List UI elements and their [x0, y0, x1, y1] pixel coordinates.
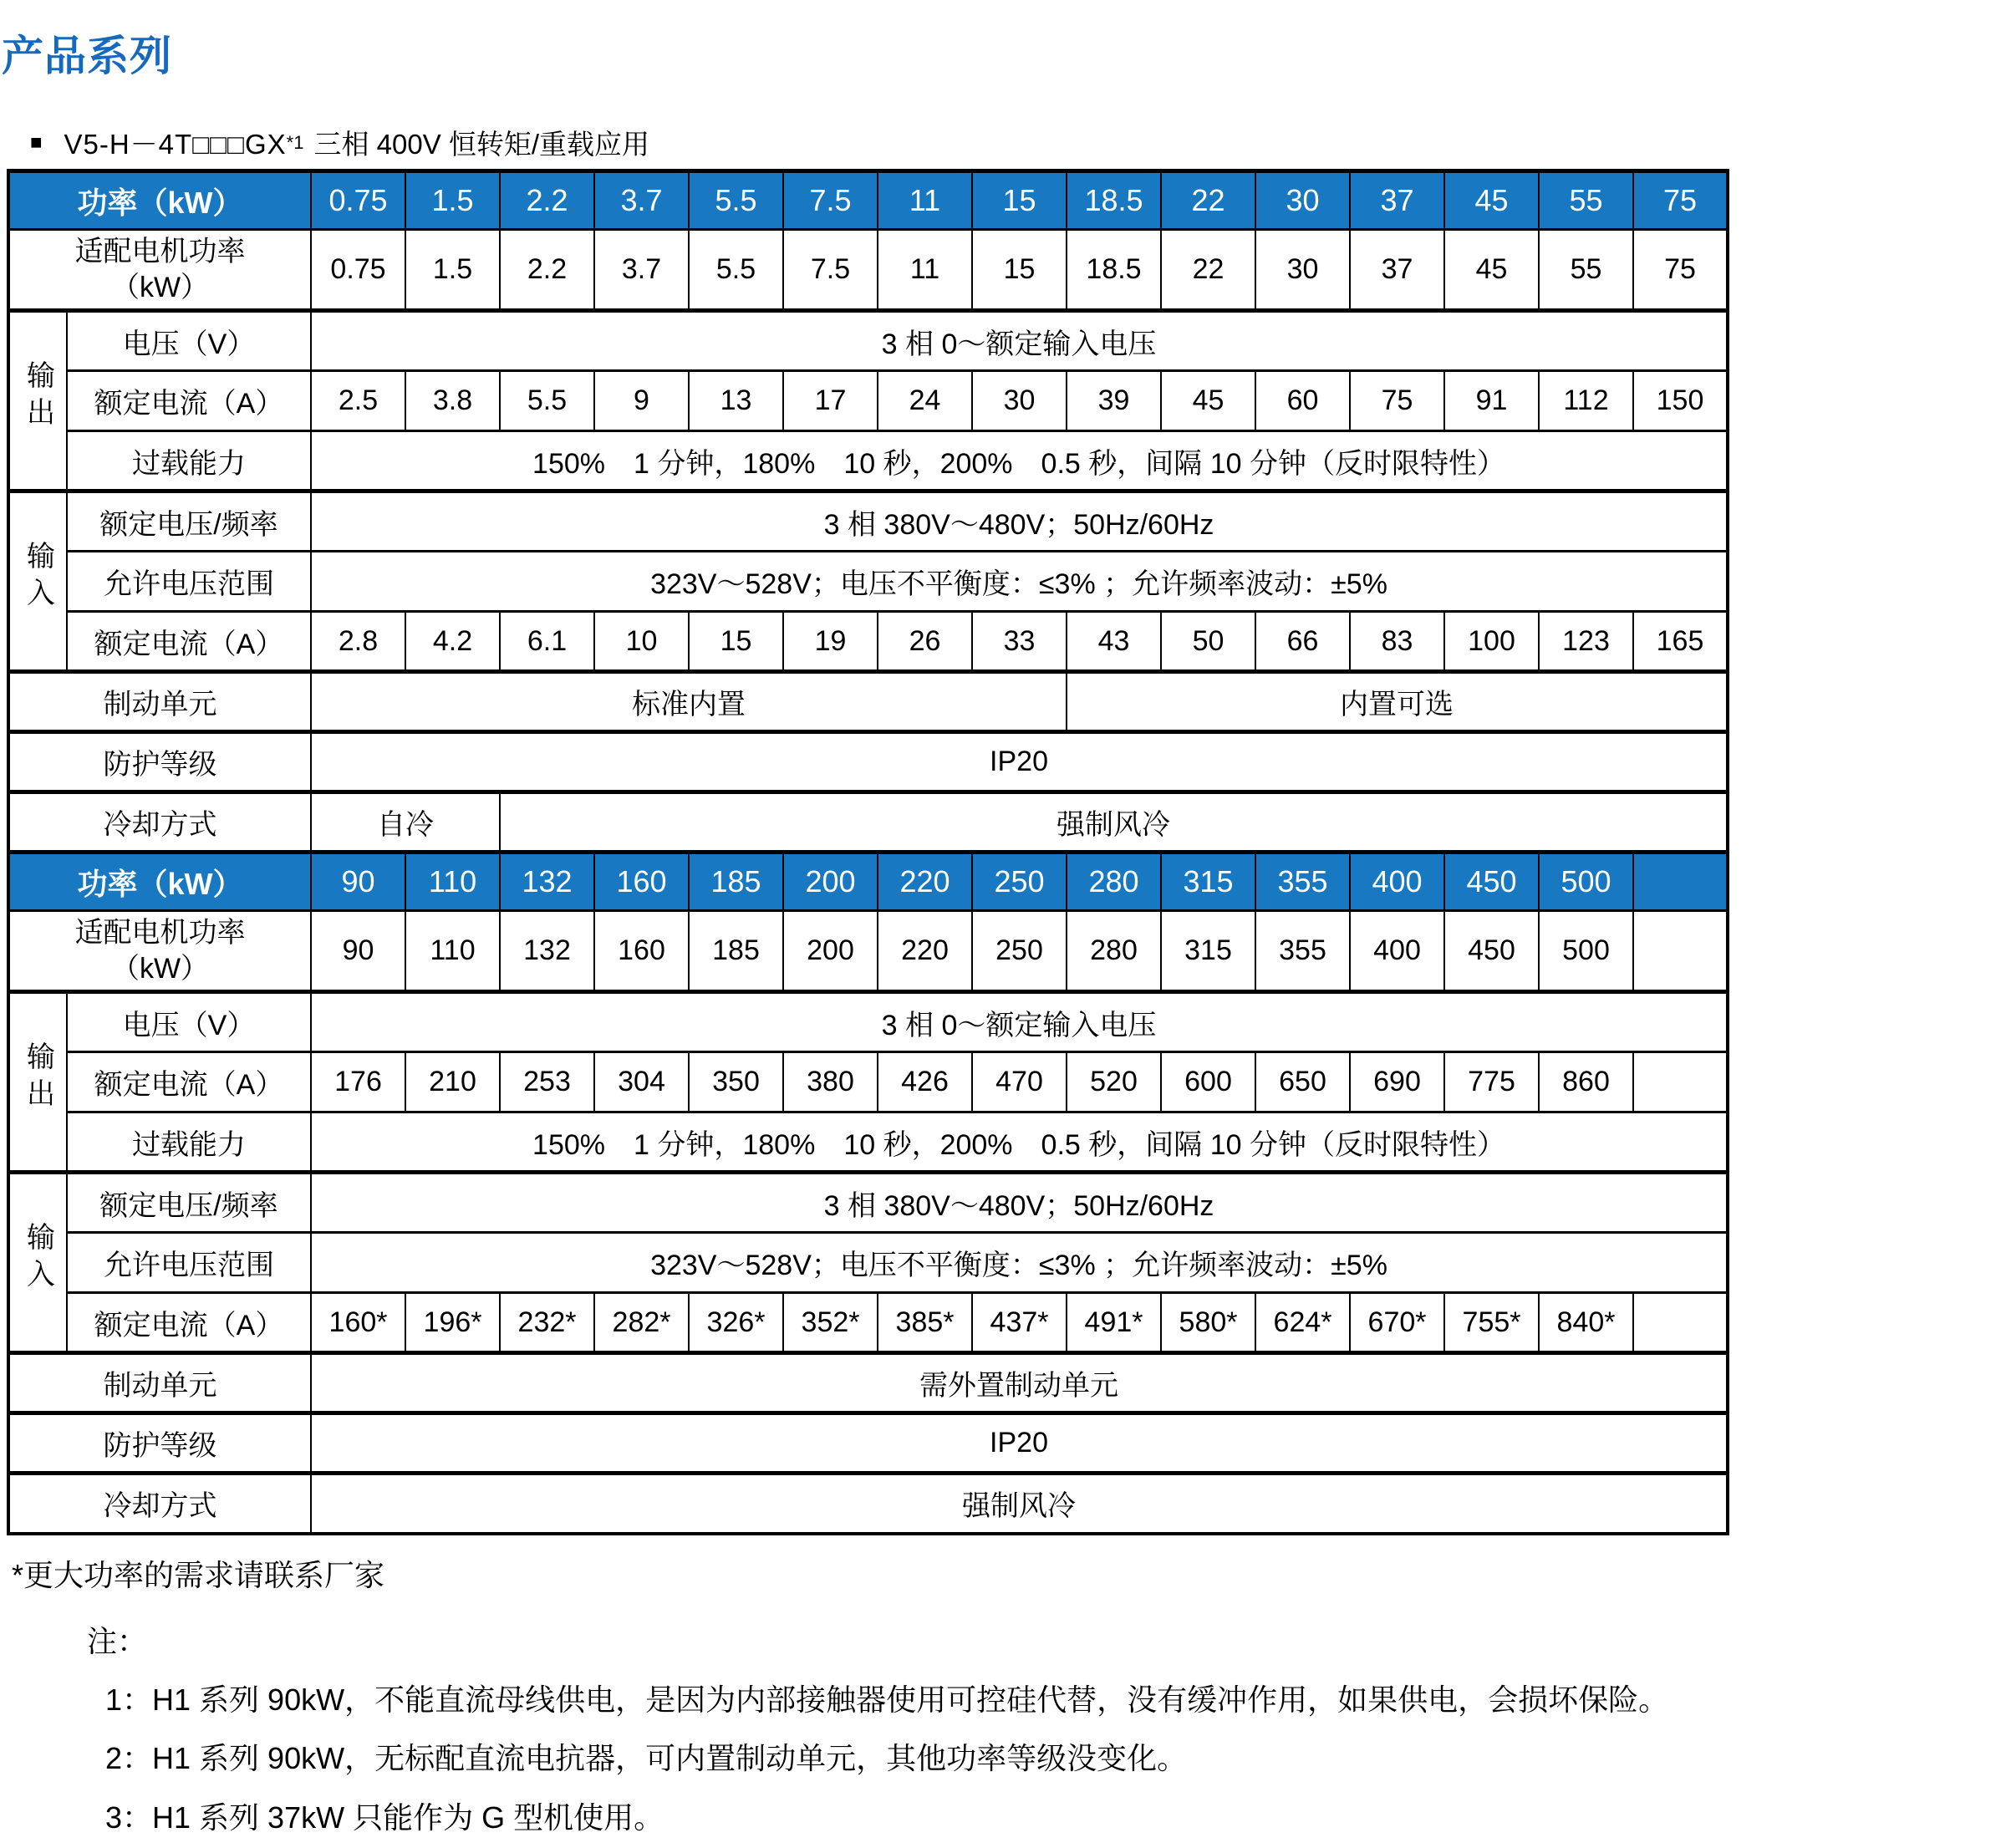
cell: 3.7 [594, 171, 689, 230]
cell: 15 [972, 230, 1067, 311]
t2-power-header-label: 功率（kW） [8, 853, 311, 911]
cell: 22 [1161, 171, 1255, 230]
cell: 2.5 [311, 371, 405, 431]
cell: 500 [1539, 911, 1633, 992]
model-code: V5-H－4T□□□GX [64, 129, 287, 160]
cell: 110 [405, 911, 500, 992]
cell: 520 [1067, 1052, 1161, 1112]
cell-empty [1633, 853, 1728, 911]
t1-brake-row [8, 672, 1728, 732]
t2-protection-label: 防护等级 [8, 1413, 311, 1474]
cell: 24 [878, 371, 972, 431]
cell: 160 [594, 853, 689, 911]
t2-input-group-label: 输入 [8, 1173, 67, 1353]
t1-protection-value: IP20 [311, 732, 1728, 792]
cell: 185 [689, 853, 783, 911]
t1-rated-vf-value: 3 相 380V～480V；50Hz/60Hz [311, 491, 1728, 552]
cell: 1.5 [405, 230, 500, 311]
cell: 210 [405, 1052, 500, 1112]
cell: 1.5 [405, 171, 500, 230]
t2-brake-value: 需外置制动单元 [311, 1353, 1728, 1413]
cell: 232* [500, 1293, 594, 1353]
cell: 326* [689, 1293, 783, 1353]
note-item: 2：H1 系列 90kW，无标配直流电抗器，可内置制动单元，其他功率等级没变化。 [105, 1741, 1188, 1776]
square-bullet-icon: ■ [30, 130, 43, 154]
page-title: 产品系列 [2, 33, 172, 79]
cell: 18.5 [1067, 230, 1161, 311]
cell: 30 [1255, 171, 1350, 230]
cell: 450 [1444, 853, 1539, 911]
cell: 437* [972, 1293, 1067, 1353]
cell: 66 [1255, 612, 1350, 672]
cell: 26 [878, 612, 972, 672]
cell: 315 [1161, 911, 1255, 992]
cell: 280 [1067, 853, 1161, 911]
t2-allowed-voltage-value: 323V～528V；电压不平衡度：≤3% ；允许频率波动：±5% [311, 1233, 1728, 1293]
t2-brake-label: 制动单元 [8, 1353, 311, 1413]
cell: 75 [1350, 371, 1444, 431]
t1-allowed-voltage-label: 允许电压范围 [67, 552, 311, 612]
cell: 491* [1067, 1293, 1161, 1353]
cell: 670* [1350, 1293, 1444, 1353]
t1-cooling-row [8, 792, 1728, 853]
cell: 160* [311, 1293, 405, 1353]
cell-empty [1633, 911, 1728, 992]
cell: 840* [1539, 1293, 1633, 1353]
cell: 22 [1161, 230, 1255, 311]
cell: 624* [1255, 1293, 1350, 1353]
cell: 220 [878, 911, 972, 992]
cell: 690 [1350, 1052, 1444, 1112]
t2-cooling-value: 强制风冷 [311, 1474, 1728, 1534]
t2-overload-row [8, 1112, 1728, 1173]
cell: 100 [1444, 612, 1539, 672]
cell: 580* [1161, 1293, 1255, 1353]
cell: 200 [783, 911, 878, 992]
cell: 380 [783, 1052, 878, 1112]
cell: 304 [594, 1052, 689, 1112]
t1-cooling-forced-value: 强制风冷 [500, 792, 1728, 853]
cell: 253 [500, 1052, 594, 1112]
cell: 45 [1161, 371, 1255, 431]
t2-power-header-row [8, 853, 1728, 911]
cell: 91 [1444, 371, 1539, 431]
t2-motor-power-row [8, 911, 1728, 992]
cell: 355 [1255, 853, 1350, 911]
note-item: 3：H1 系列 37kW 只能作为 G 型机使用。 [105, 1800, 664, 1835]
cell: 37 [1350, 171, 1444, 230]
notes-list [105, 1681, 2006, 1838]
t1-motor-power-row [8, 230, 1728, 311]
cell: 33 [972, 612, 1067, 672]
model-subtitle [30, 123, 2006, 162]
t2-voltage-label: 电压（V） [67, 992, 311, 1052]
cell: 123 [1539, 612, 1633, 672]
cell: 400 [1350, 853, 1444, 911]
cell: 0.75 [311, 230, 405, 311]
t1-allowed-voltage-value: 323V～528V；电压不平衡度：≤3% ；允许频率波动：±5% [311, 552, 1728, 612]
t1-overload-label: 过载能力 [67, 431, 311, 491]
t1-output-group-label: 输出 [8, 311, 67, 491]
t1-output-current-row [8, 371, 1728, 431]
spec-table [7, 169, 1729, 1535]
cell: 10 [594, 612, 689, 672]
cell: 426 [878, 1052, 972, 1112]
t1-input-current-label: 额定电流（A） [67, 612, 311, 672]
t1-brake-label: 制动单元 [8, 672, 311, 732]
cell: 282* [594, 1293, 689, 1353]
cell: 18.5 [1067, 171, 1161, 230]
t2-allowed-voltage-label: 允许电压范围 [67, 1233, 311, 1293]
cell: 3.7 [594, 230, 689, 311]
t2-input-current-label: 额定电流（A） [67, 1293, 311, 1353]
label-line: 适配电机功率 [74, 917, 246, 949]
cell: 2.2 [500, 171, 594, 230]
t1-protection-label: 防护等级 [8, 732, 311, 792]
cell: 13 [689, 371, 783, 431]
cell: 30 [1255, 230, 1350, 311]
label-line: （kW） [110, 952, 210, 985]
cell: 7.5 [783, 171, 878, 230]
cell: 132 [500, 853, 594, 911]
t1-output-current-label: 额定电流（A） [67, 371, 311, 431]
cell: 45 [1444, 230, 1539, 311]
cell: 352* [783, 1293, 878, 1353]
cell: 160 [594, 911, 689, 992]
t1-brake-optional-value: 内置可选 [1067, 672, 1728, 732]
cell: 2.2 [500, 230, 594, 311]
cell: 11 [878, 171, 972, 230]
cell: 450 [1444, 911, 1539, 992]
cell: 15 [972, 171, 1067, 230]
cell: 90 [311, 853, 405, 911]
t2-overload-label: 过载能力 [67, 1112, 311, 1173]
t1-overload-row [8, 431, 1728, 491]
label-line: 适配电机功率 [74, 236, 246, 267]
t2-protection-row [8, 1413, 1728, 1474]
t2-rated-vf-label: 额定电压/频率 [67, 1173, 311, 1233]
t1-overload-value: 150% 1 分钟，180% 10 秒，200% 0.5 秒，间隔 10 分钟（反时限特性） [311, 431, 1728, 491]
cell: 775 [1444, 1052, 1539, 1112]
t2-rated-vf-value: 3 相 380V～480V；50Hz/60Hz [311, 1173, 1728, 1233]
cell: 385* [878, 1293, 972, 1353]
label-line: （kW） [110, 271, 210, 303]
cell: 5.5 [689, 171, 783, 230]
t1-motor-power-label [8, 230, 311, 311]
cell: 50 [1161, 612, 1255, 672]
cell: 39 [1067, 371, 1161, 431]
t2-output-group-label: 输出 [8, 992, 67, 1173]
cell: 400 [1350, 911, 1444, 992]
cell: 185 [689, 911, 783, 992]
cell: 15 [689, 612, 783, 672]
t1-cooling-label: 冷却方式 [8, 792, 311, 853]
t2-output-current-row [8, 1052, 1728, 1112]
cell: 600 [1161, 1052, 1255, 1112]
t2-output-voltage-row [8, 992, 1728, 1052]
cell: 5.5 [689, 230, 783, 311]
model-description: 三相 400V 恒转矩/重载应用 [313, 129, 650, 160]
t2-rated-vf-row [8, 1173, 1728, 1233]
t1-brake-standard-value: 标准内置 [311, 672, 1067, 732]
cell: 280 [1067, 911, 1161, 992]
t2-brake-row [8, 1353, 1728, 1413]
cell: 220 [878, 853, 972, 911]
cell: 7.5 [783, 230, 878, 311]
t2-input-current-row [8, 1293, 1728, 1353]
cell: 83 [1350, 612, 1444, 672]
cell: 0.75 [311, 171, 405, 230]
cell: 355 [1255, 911, 1350, 992]
t2-motor-power-label [8, 911, 311, 992]
cell: 165 [1633, 612, 1728, 672]
cell: 860 [1539, 1052, 1633, 1112]
t2-overload-value: 150% 1 分钟，180% 10 秒，200% 0.5 秒，间隔 10 分钟（反时限特性） [311, 1112, 1728, 1173]
cell: 45 [1444, 171, 1539, 230]
t1-rated-vf-label: 额定电压/频率 [67, 491, 311, 552]
cell: 132 [500, 911, 594, 992]
t1-power-header-row [8, 171, 1728, 230]
cell-empty [1633, 1293, 1728, 1353]
t1-protection-row [8, 732, 1728, 792]
cell: 250 [972, 911, 1067, 992]
cell: 55 [1539, 230, 1633, 311]
cell-empty [1633, 1052, 1728, 1112]
cell: 17 [783, 371, 878, 431]
t2-allowed-voltage-row [8, 1233, 1728, 1293]
cell: 3.8 [405, 371, 500, 431]
t1-cooling-self-value: 自冷 [311, 792, 500, 853]
cell: 9 [594, 371, 689, 431]
cell: 55 [1539, 171, 1633, 230]
t1-input-group-label: 输入 [8, 491, 67, 672]
cell: 43 [1067, 612, 1161, 672]
cell: 11 [878, 230, 972, 311]
cell: 315 [1161, 853, 1255, 911]
cell: 110 [405, 853, 500, 911]
model-footnote-marker: *1 [286, 131, 304, 153]
cell: 4.2 [405, 612, 500, 672]
cell: 75 [1633, 230, 1728, 311]
cell: 112 [1539, 371, 1633, 431]
t2-output-voltage-value: 3 相 0～额定输入电压 [311, 992, 1728, 1052]
cell: 6.1 [500, 612, 594, 672]
t2-protection-value: IP20 [311, 1413, 1728, 1474]
cell: 470 [972, 1052, 1067, 1112]
cell: 90 [311, 911, 405, 992]
cell: 500 [1539, 853, 1633, 911]
t1-voltage-label: 电压（V） [67, 311, 311, 371]
cell: 60 [1255, 371, 1350, 431]
t1-output-voltage-value: 3 相 0～额定输入电压 [311, 311, 1728, 371]
t2-output-current-label: 额定电流（A） [67, 1052, 311, 1112]
t1-input-current-row [8, 612, 1728, 672]
cell: 150 [1633, 371, 1728, 431]
t1-power-header-label: 功率（kW） [8, 171, 311, 230]
cell: 2.8 [311, 612, 405, 672]
asterisk-footnote: *更大功率的需求请联系厂家 [12, 1557, 385, 1592]
cell: 5.5 [500, 371, 594, 431]
cell: 200 [783, 853, 878, 911]
cell: 650 [1255, 1052, 1350, 1112]
cell: 350 [689, 1052, 783, 1112]
t1-output-voltage-row [8, 311, 1728, 371]
cell: 196* [405, 1293, 500, 1353]
t1-rated-vf-row [8, 491, 1728, 552]
t1-allowed-voltage-row [8, 552, 1728, 612]
cell: 75 [1633, 171, 1728, 230]
cell: 176 [311, 1052, 405, 1112]
cell: 37 [1350, 230, 1444, 311]
cell: 250 [972, 853, 1067, 911]
t2-cooling-label: 冷却方式 [8, 1474, 311, 1534]
note-item: 1：H1 系列 90kW，不能直流母线供电，是因为内部接触器使用可控硅代替，没有缓冲作用，如果供电，会损坏保险。 [105, 1682, 1669, 1717]
cell: 19 [783, 612, 878, 672]
cell: 755* [1444, 1293, 1539, 1353]
cell: 30 [972, 371, 1067, 431]
notes-label: 注： [87, 1623, 148, 1658]
t2-cooling-row [8, 1474, 1728, 1534]
